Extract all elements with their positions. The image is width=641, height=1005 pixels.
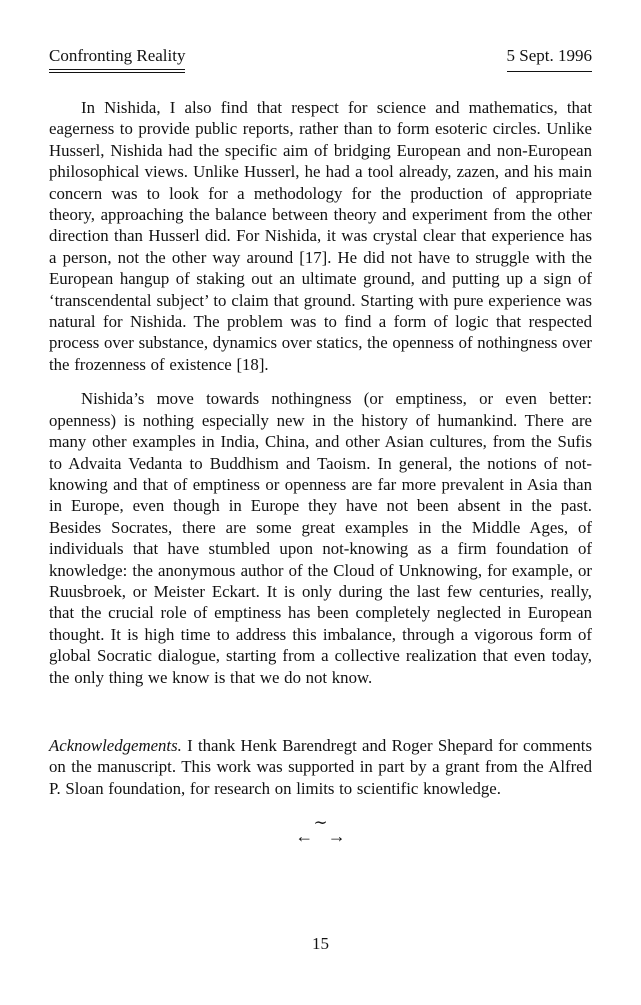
left-arrow-icon: ← xyxy=(295,826,314,847)
header-date: 5 Sept. 1996 xyxy=(507,46,592,72)
tilde-icon: ∼ xyxy=(313,813,328,833)
page-number: 15 xyxy=(312,934,329,953)
end-ornament xyxy=(49,813,592,849)
acknowledgements-paragraph xyxy=(49,735,592,799)
body-paragraph-2: Nishida’s move towards nothingness (or emptiness, or even better: openness) is nothing especially new in the history of humankind. There are many other examples in India, China, and other Asian cultures, from the Sufis to Advaita Vedanta to Buddhism and Taoism. In general, the notions of not-knowing and that of emptiness or openness are far more prevalent in Asia than in Europe, even though in Europe they have not been absent in the past. Besides Socrates, there are some great examples in the Middle Ages, of individuals that have stumbled upon not-knowing as a firm foundation of knowledge: the anonymous author of the Cloud of Unknowing, for example, or Ruusbroek, or Meister Eckart. It is only during the last few centuries, really, that the crucial role of emptiness has been completely neglected in European thought. It is high time to address this imbalance, through a vigorous form of global Socratic dialogue, starting from a collective realization that even today, the only thing we know is that we do not know. xyxy=(49,389,592,687)
page-header xyxy=(49,46,592,73)
acknowledgements-label: Acknowledgements. xyxy=(49,735,182,755)
body-paragraph-1: In Nishida, I also find that respect for science and mathematics, that eagerness to provide public reports, rather than to form esoteric circles. Unlike Husserl, Nishida had the specific aim of bridging European and non-European philosophical views. Unlike Husserl, he had a tool already, zazen, and his main concern was to look for a methodology for the production of appropriate theory, approaching the balance between theory and experiment from the other direction than Husserl did. For Nishida, it was crystal clear that experience has a person, not the other way around [17]. He did not have to struggle with the European hangup of staking out an ultimate ground, and putting up a sign of ‘transcendental subject’ to claim that ground. Starting with pure experience was natural for Nishida. The problem was to find a form of logic that respected process over substance, dynamics over statics, the openness of nothingness over the frozenness of existence [18]. xyxy=(49,98,592,374)
right-arrow-icon: → xyxy=(327,826,346,847)
acknowledgements-text: I thank Henk Barendregt and Roger Shepard for comments on the manuscript. This work was supported in part by a grant from the Alfred P. Sloan foundation, for research on limits to scientific knowledge. xyxy=(49,735,592,798)
running-title: Confronting Reality xyxy=(49,46,185,73)
